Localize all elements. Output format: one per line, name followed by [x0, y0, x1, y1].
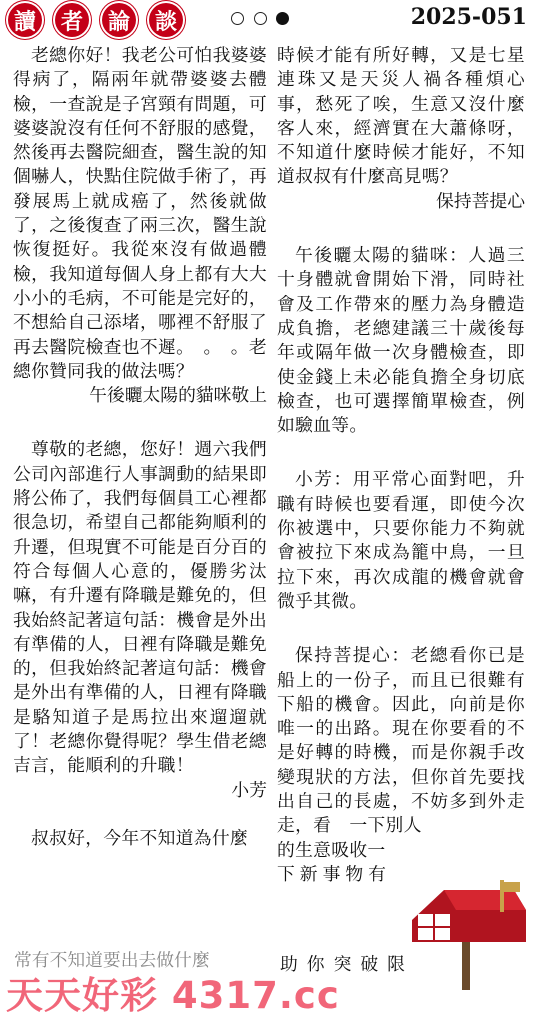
reply-bodhi-tail-1: 的生意吸收一 [277, 839, 386, 861]
left-column [13, 44, 267, 851]
title-badge-3: 論 [102, 3, 136, 37]
letter-business-cont: 時候才能有所好轉，又是七星連珠又是天災人禍各種煩心事，愁死了唉，生意又沒什麼客人來，經濟實在大蕭條呀，不知道什麼時候才能好，不知道叔叔有什麼高見嗎？ [277, 45, 525, 188]
reply-bodhi-tail-3: 助你突破限 [280, 954, 414, 975]
reply-bodhi: 保持菩提心：老總看你已是船上的一份子，而且已很難有下船的機會。因此，向前是你唯一的出路。現在你要看的不是好轉的時機，而是你親手改變現狀的方法，但你首先要找出自己的長處，不妨多到外走走，看 一下別人 [277, 645, 525, 837]
issue-number: 2025-051 [410, 4, 527, 30]
title-badge-4: 談 [149, 3, 183, 37]
watermark [0, 966, 541, 1018]
watermark-text: 天天好彩 4317.cc [6, 974, 340, 1017]
dot-icon-hollow-2 [254, 12, 267, 25]
letter-promotion: 尊敬的老總，您好！週六我們公司內部進行人事調動的結果即將公佈了，我們每個員工心裡都很急切，希望自己都能夠順利的升遷，但現實不可能是百分百的符合每個人心意的，優勝劣汰嘛，有升遷有降職是難免的，但我始終記著這句話：機會是外出有準備的人，日裡有降職是難免的，但我始終記著這句話：機會是外出有準備的人，日裡有降職是駱知道子是馬拉出來遛遛就了！老總你覺得呢？學生借老總吉言，能順利的升職！ [13, 439, 267, 777]
dot-icon-hollow-1 [231, 12, 244, 25]
reply-bodhi-tail-2: 下新事物有 [277, 863, 391, 885]
title-badge-1: 讀 [8, 3, 42, 37]
title-badge-2: 者 [55, 3, 89, 37]
letter-health: 老總你好！我老公可怕我婆婆得病了，隔兩年就帶婆婆去體檢，一查說是子宮頸有問題，可婆婆說沒有任何不舒服的感覺，然後再去醫院細查，醫生說的知個嚇人，快點住院做手術了，再發展馬上就成癌了，然後就做了，之後復查了兩三次，醫生說恢復挺好。我從來沒有做過體檢，我知道每個人身上都有大大小小的毛病，不可能是完好的，不想給自己添堵，哪裡不舒服了再去醫院檢查也不遲。 。 。老總你贊同我的做法嗎？ [13, 45, 267, 382]
signature-bodhi: 保持菩提心 [436, 190, 525, 212]
dot-icon-filled [276, 12, 289, 25]
letter-business-start: 叔叔好，今年不知道為什麼 [31, 827, 248, 849]
signature-xiaofang: 小芳 [231, 779, 267, 801]
faded-line: 常有不知道要出去做什麼 [14, 950, 210, 971]
reply-xiaofang: 小芳：用平常心面對吧，升職有時候也要看運，即使今次你被選中，只要你能力不夠就會被拉下來成為籠中鳥，一旦拉下來，再次成龍的機會就會微乎其微。 [277, 469, 525, 612]
signature-cat: 午後曬太陽的貓咪敬上 [89, 385, 267, 407]
reply-cat: 午後曬太陽的貓咪：人過三十身體就會開始下滑，同時社會及工作帶來的壓力為身體造成負擔，老總建議三十歲後每年或隔年做一次身體檢查，即使金錢上未必能負擔全身切底檢查，也可選擇簡單檢查，例如驗血等。 [277, 245, 525, 437]
right-column [277, 44, 525, 887]
header [0, 0, 541, 40]
